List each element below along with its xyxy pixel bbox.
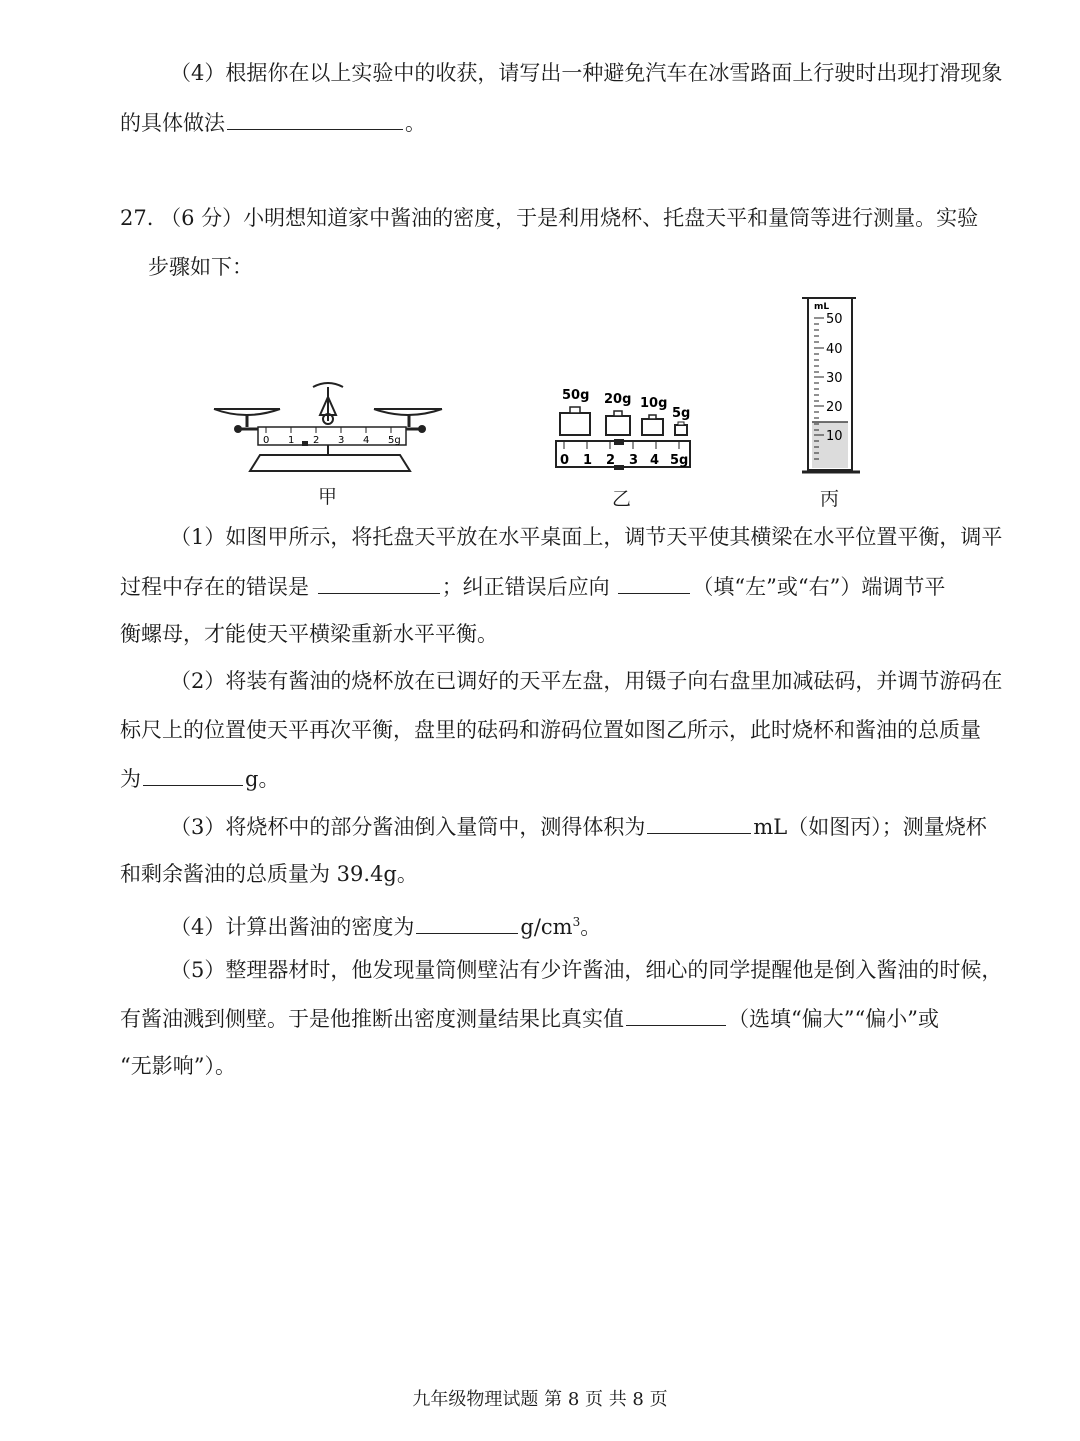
cylinder-tick-20: 20 xyxy=(826,400,843,415)
cylinder-tick-10: 10 xyxy=(826,429,843,444)
q27-p5-line2-a: 有酱油溅到侧壁。于是他推断出密度测量结果比真实值 xyxy=(120,1007,624,1031)
q27-p4-b: g/cm xyxy=(520,915,573,939)
cylinder-unit: mL xyxy=(814,302,830,312)
figure-yi-weights xyxy=(552,385,697,475)
q27-p1-line3: 衡螺母，才能使天平横梁重新水平平衡。 xyxy=(120,622,498,646)
figure-yi-caption: 乙 xyxy=(612,488,632,510)
cylinder-tick-40: 40 xyxy=(826,342,843,357)
figure-jia-balance xyxy=(210,375,450,475)
figure-bing-cylinder xyxy=(800,294,862,478)
q27-p4-line xyxy=(170,907,601,942)
q27-p4-sup: 3 xyxy=(572,915,581,929)
answer-blank-q27-1-error[interactable] xyxy=(318,571,440,594)
weight-20g-label: 20g xyxy=(604,392,632,407)
q27-p2-line3-b: g。 xyxy=(245,767,280,791)
weight-50g-label: 50g xyxy=(562,388,590,403)
answer-blank-q27-2-mass[interactable] xyxy=(143,763,243,786)
weight-5g-label: 5g xyxy=(672,406,691,421)
answer-blank-q26-4[interactable] xyxy=(227,107,403,130)
answer-blank-q27-3-volume[interactable] xyxy=(647,811,751,834)
yi-scale-0: 0 xyxy=(560,453,570,468)
q27-p2-line3-a: 为 xyxy=(120,767,141,791)
q27-p5-line2-b: （选填“偏大”“偏小”或 xyxy=(728,1007,939,1031)
yi-scale-4: 4 xyxy=(650,453,660,468)
q27-p1-line1: （1）如图甲所示，将托盘天平放在水平桌面上，调节天平使其横梁在水平位置平衡，调平 xyxy=(170,525,1003,549)
yi-scale-2: 2 xyxy=(606,453,616,468)
q27-p4-a: （4）计算出酱油的密度为 xyxy=(170,915,415,939)
weight-10g xyxy=(642,419,663,435)
weight-20g xyxy=(606,416,630,435)
balance-scale-2: 2 xyxy=(313,435,320,446)
page-footer: 九年级物理试题 第 8 页 共 8 页 xyxy=(412,1389,668,1410)
answer-blank-q27-5-result[interactable] xyxy=(626,1003,726,1026)
q27-p3-line2: 和剩余酱油的总质量为 39.4g。 xyxy=(120,862,418,886)
q27-p3-line1-b: mL（如图丙）；测量烧杯 xyxy=(753,815,987,839)
q27-p1-line2 xyxy=(120,571,945,602)
yi-scale-5g: 5g xyxy=(670,453,689,468)
q27-p2-line1: （2）将装有酱油的烧杯放在已调好的天平左盘，用镊子向右盘里加减砝码，并调节游码在 xyxy=(170,669,1003,693)
q26-4-line2 xyxy=(120,107,426,138)
balance-scale-4: 4 xyxy=(363,435,370,446)
q27-intro-line2: 步骤如下： xyxy=(148,255,253,279)
balance-scale-5g: 5g xyxy=(388,435,401,446)
q27-p3-line1 xyxy=(170,811,987,842)
answer-blank-q27-4-density[interactable] xyxy=(416,911,518,934)
q26-4-line2-text: 的具体做法 xyxy=(120,111,225,135)
balance-scale-0: 0 xyxy=(263,435,270,446)
q26-4-line1: （4）根据你在以上实验中的收获，请写出一种避免汽车在冰雪路面上行驶时出现打滑现象 xyxy=(170,61,1003,85)
yi-scale-1: 1 xyxy=(583,453,593,468)
q27-p1-line2-c: （填“左”或“右”）端调节平 xyxy=(692,575,946,599)
q27-p3-line1-a: （3）将烧杯中的部分酱油倒入量筒中，测得体积为 xyxy=(170,815,646,839)
weight-10g-label: 10g xyxy=(640,396,668,411)
cylinder-tick-50: 50 xyxy=(826,312,843,327)
q27-p4-c: 。 xyxy=(580,915,602,939)
q27-p5-line3: “无影响”）。 xyxy=(120,1054,236,1078)
q27-p2-line3 xyxy=(120,763,279,794)
weight-5g xyxy=(675,425,687,435)
weight-50g xyxy=(560,413,590,435)
figure-bing-caption: 丙 xyxy=(820,488,840,510)
balance-scale-3: 3 xyxy=(338,435,345,446)
answer-blank-q27-1-direction[interactable] xyxy=(618,571,690,594)
yi-scale-3: 3 xyxy=(629,453,639,468)
figure-jia-caption: 甲 xyxy=(318,486,338,508)
q27-p1-line2-b: ；纠正错误后应向 xyxy=(441,575,610,599)
cylinder-tick-30: 30 xyxy=(826,371,843,386)
q27-p5-line1: （5）整理器材时，他发现量筒侧壁沾有少许酱油，细心的同学提醒他是倒入酱油的时候， xyxy=(170,958,1003,982)
q26-4-period: 。 xyxy=(405,111,426,135)
q27-p5-line2 xyxy=(120,1003,939,1034)
q27-p2-line2: 标尺上的位置使天平再次平衡，盘里的砝码和游码位置如图乙所示，此时烧杯和酱油的总质量 xyxy=(120,718,981,742)
balance-scale-1: 1 xyxy=(288,435,295,446)
q27-p1-line2-a: 过程中存在的错误是 xyxy=(120,575,309,599)
q27-intro-line1: 27. （6 分）小明想知道家中酱油的密度，于是利用烧杯、托盘天平和量筒等进行测量。实验 xyxy=(120,206,979,230)
